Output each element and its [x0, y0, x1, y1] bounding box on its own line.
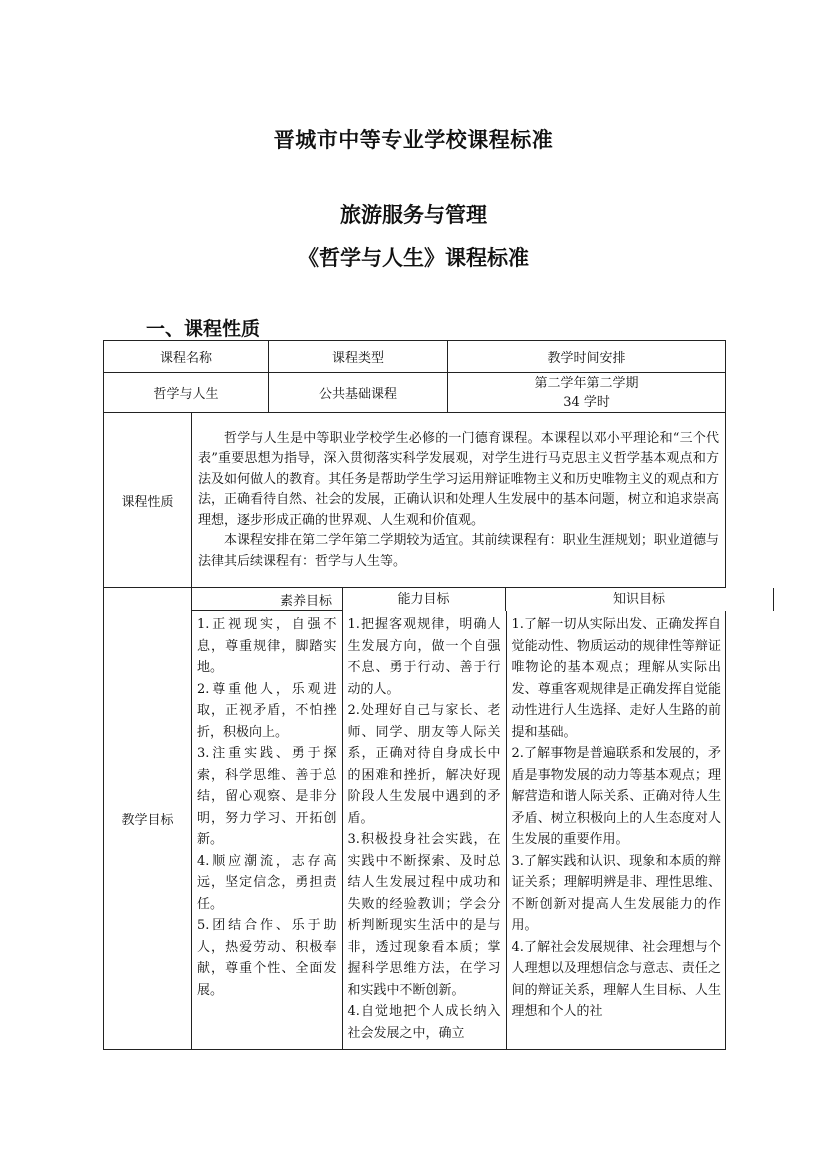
- goals-subheader-bar: [342, 588, 774, 611]
- section-heading: 一、课程性质: [146, 318, 261, 340]
- course-standard-table: [103, 340, 726, 1050]
- header-ability-goals: 能力目标: [342, 588, 506, 611]
- goals-inner-table: [192, 611, 726, 1049]
- nature-paragraph: 哲学与人生是中等职业学校学生必修的一门德育课程。本课程以邓小平理论和“三个代表”重要思想为指导，深入贯彻落实科学发展观，对学生进行马克思主义哲学基本观点和方法及如何做人的教育。其任务是帮助学生学习运用辩证唯物主义和历史唯物主义的观点和方法，正确看待自然、社会的发展，正确认识和处理人生发展中的基本问题，树立和追求崇高理想，逐步形成正确的世界观、人生观和价值观。: [198, 430, 720, 528]
- list-item: 4.顺应潮流，志存高远，坚定信念，勇担责任。: [197, 853, 337, 912]
- header-knowledge-goals: 知识目标: [506, 588, 774, 611]
- major-title: 旅游服务与管理: [340, 202, 487, 227]
- teaching-goals-label: 教学目标: [104, 588, 192, 1050]
- list-item: 1.了解一切从实际出发、正确发挥自觉能动性、物质运动的规律性等辩证唯物论的基本观点；理解从实际出发、尊重客观规律是正确发挥自觉能动性进行人生选择、走好人生路的前提和基础。: [511, 617, 721, 740]
- course-name-value: 哲学与人生: [104, 373, 269, 413]
- course-nature-text: [192, 413, 726, 588]
- list-item: 3.积极投身社会实践，在实践中不断探索、及时总结人生发展过程中成功和失败的经验教训；学会分析判断现实生活中的是与非，透过现象看本质；掌握科学思维方法，在学习和实践中不断创新。: [347, 832, 501, 998]
- table-header-row: [104, 341, 726, 373]
- list-item: 3.了解实践和认识、现象和本质的辩证关系；理解明辨是非、理性思维、不断创新对提高人生发展能力的作用。: [511, 853, 721, 933]
- list-item: 5.团结合作、乐于助人，热爱劳动、积极奉献，尊重个性、全面发展。: [197, 918, 337, 998]
- header-course-name: 课程名称: [104, 341, 269, 373]
- course-title: 《哲学与人生》课程标准: [298, 245, 529, 270]
- list-item: 4.自觉地把个人成长纳入社会发展之中，确立: [347, 1004, 501, 1041]
- course-nature-label: 课程性质: [104, 413, 192, 588]
- course-type-value: 公共基础课程: [269, 373, 448, 413]
- list-item: 2.尊重他人，乐观进取，正视矛盾，不怕挫折，积极向上。: [197, 681, 337, 740]
- list-item: 2.处理好自己与家长、老师、同学、朋友等人际关系，正确对待自身成长中的困难和挫折，解决好现阶段人生发展中遇到的矛盾。: [347, 703, 501, 826]
- ability-goals-list: [342, 611, 506, 1049]
- teaching-time-value: [448, 373, 726, 413]
- list-item: 3.注重实践、勇于探索，科学思维、善于总结，留心观察、是非分明，努力学习、开拓创新。: [197, 746, 337, 847]
- goals-content: [192, 611, 726, 1050]
- literacy-goals-list: [192, 611, 342, 1049]
- knowledge-goals-list: [506, 611, 726, 1049]
- teaching-time-hours: 34 学时: [563, 394, 610, 410]
- document-title: 晋城市中等专业学校课程标准: [273, 127, 554, 152]
- course-nature-row: [104, 413, 726, 588]
- list-item: 1.正视现实，自强不息，尊重规律，脚踏实地。: [197, 617, 337, 675]
- header-course-type: 课程类型: [269, 341, 448, 373]
- goals-content-row: [104, 611, 726, 1050]
- header-teaching-time: 教学时间安排: [448, 341, 726, 373]
- list-item: 2.了解事物是普遍联系和发展的，矛盾是事物发展的动力等基本观点；理解营造和谐人际关系、正确对待人生矛盾、树立积极向上的人生态度对人生发展的重要作用。: [511, 746, 721, 847]
- nature-paragraph: 本课程安排在第二学年第二学期较为适宜。其前续课程有：职业生涯规划；职业道德与法律其后续课程有：哲学与人生等。: [198, 533, 720, 569]
- list-item: 4.了解社会发展规律、社会理想与个人理想以及理想信念与意志、责任之间的辩证关系，理解人生目标、人生理想和个人的社: [511, 939, 721, 1019]
- teaching-time-semester: 第二学年第二学期: [534, 375, 639, 391]
- header-literacy-goals: 素养目标: [192, 588, 421, 611]
- table-row: [104, 373, 726, 413]
- list-item: 1.把握客观规律，明确人生发展方向，做一个自强不息、勇于行动、善于行动的人。: [347, 617, 501, 697]
